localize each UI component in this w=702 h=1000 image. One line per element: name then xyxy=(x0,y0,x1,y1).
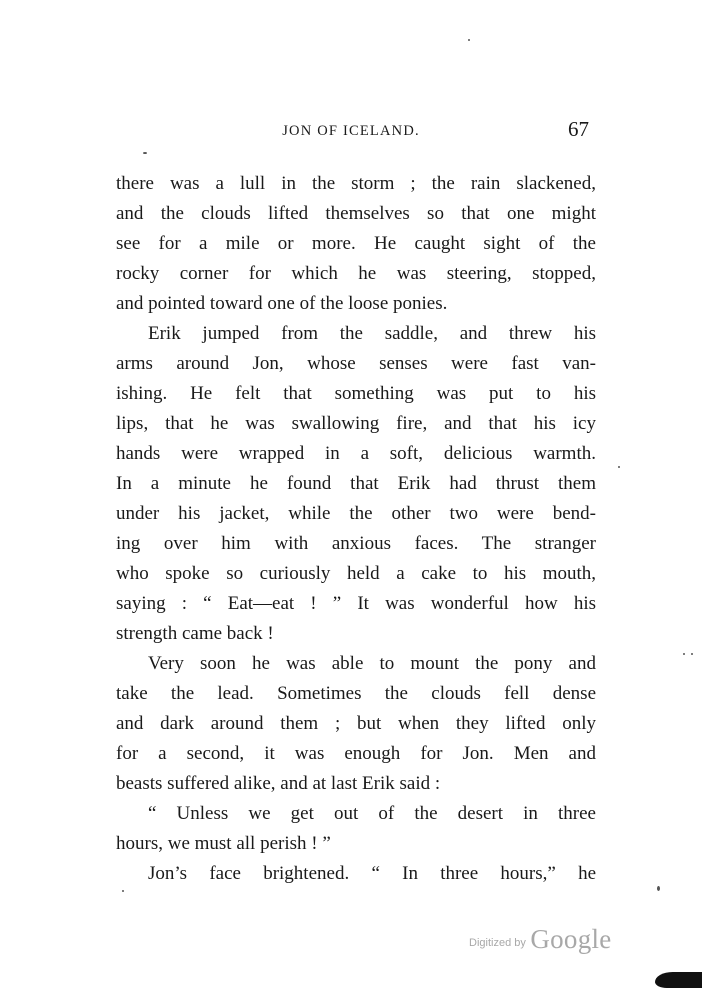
text-line: rocky corner for which he was steering, stopped, xyxy=(116,263,596,284)
scan-speck xyxy=(122,890,124,892)
text-line: saying : “ Eat—eat ! ” It was wonderful how his xyxy=(116,593,596,614)
running-title: JON OF ICELAND. xyxy=(282,123,420,139)
text-line: In a minute he found that Erik had thrust them xyxy=(116,473,596,494)
text-line: Very soon he was able to mount the pony and xyxy=(148,653,596,674)
text-line: who spoke so curiously held a cake to his mouth, xyxy=(116,563,596,584)
text-line: “ Unless we get out of the desert in three xyxy=(148,803,596,824)
text-line: arms around Jon, whose senses were fast van- xyxy=(116,353,596,374)
corner-blot xyxy=(655,972,702,988)
text-line: see for a mile or more. He caught sight of the xyxy=(116,233,596,254)
text-line: and the clouds lifted themselves so that one might xyxy=(116,203,596,224)
scan-speck xyxy=(691,653,693,655)
text-line: lips, that he was swallowing fire, and that his icy xyxy=(116,413,596,434)
body-text xyxy=(116,169,596,889)
text-line: hours, we must all perish ! ” xyxy=(116,833,331,854)
text-line: under his jacket, while the other two were bend- xyxy=(116,503,596,524)
text-line: there was a lull in the storm ; the rain slackened, xyxy=(116,173,596,194)
text-line: Erik jumped from the saddle, and threw his xyxy=(148,323,596,344)
scan-speck xyxy=(468,39,470,41)
text-line: and pointed toward one of the loose ponies. xyxy=(116,293,448,314)
page-number: 67 xyxy=(568,117,589,141)
text-line: and dark around them ; but when they lifted only xyxy=(116,713,596,734)
digitized-watermark xyxy=(469,924,612,955)
text-line: hands were wrapped in a soft, delicious warmth. xyxy=(116,443,596,464)
text-line: strength came back ! xyxy=(116,623,274,644)
text-line: ing over him with anxious faces. The stranger xyxy=(116,533,596,554)
text-line: ishing. He felt that something was put to his xyxy=(116,383,596,404)
text-line: for a second, it was enough for Jon. Men and xyxy=(116,743,596,764)
text-line: take the lead. Sometimes the clouds fell dense xyxy=(116,683,596,704)
text-line: beasts suffered alike, and at last Erik said : xyxy=(116,773,441,794)
google-logo: Google xyxy=(530,924,612,954)
scan-speck xyxy=(143,152,147,154)
text-line: Jon’s face brightened. “ In three hours,” he xyxy=(148,863,596,884)
scan-speck xyxy=(618,466,620,468)
scan-speck xyxy=(657,886,660,891)
scan-speck xyxy=(683,653,685,655)
watermark-prefix: Digitized by xyxy=(469,937,526,949)
